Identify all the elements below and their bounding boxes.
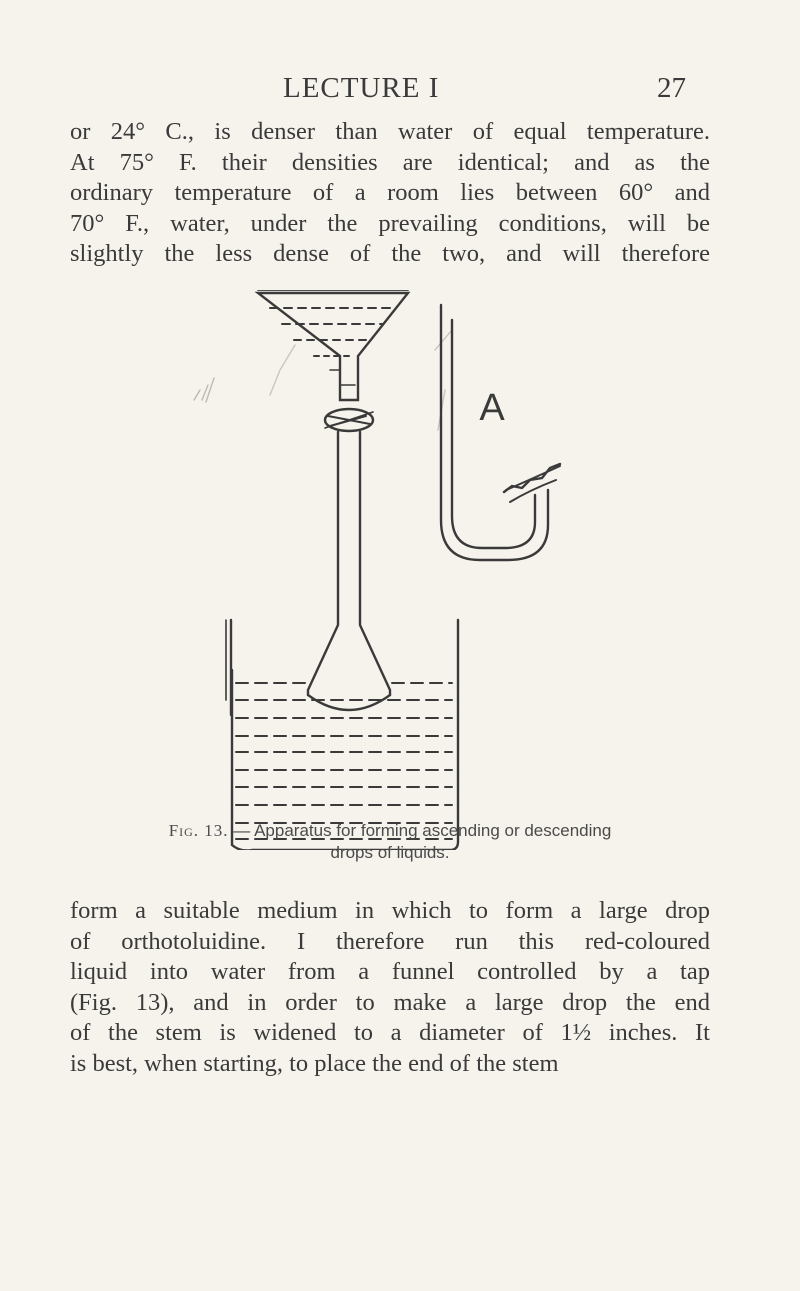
text-line: At 75° F. their densities are identical; and as the (70, 148, 710, 176)
funnel (258, 290, 408, 400)
figure-label: Fig. 13. (168, 821, 229, 840)
text-line: ordinary temperature of a room lies between 60° and (70, 179, 710, 207)
u-tube (441, 305, 560, 560)
text-line: form a suitable medium in which to form a large drop (70, 897, 710, 924)
text-line: 70° F., water, under the prevailing conditions, will be (70, 209, 710, 237)
tap (325, 409, 373, 438)
funnel-stem (308, 438, 390, 710)
caption-line-1: — Apparatus for forming ascending or descending (233, 821, 612, 840)
text-line: of orthotoluidine. I therefore run this red-coloured (70, 927, 710, 955)
label-a: A (479, 387, 505, 429)
text-line: is best, when starting, to place the end of the stem (70, 1049, 559, 1077)
page-header (0, 72, 800, 112)
text-line: or 24° C., is denser than water of equal temperature. (70, 118, 710, 145)
text-line: of the stem is widened to a diameter of 1½ inches. It (70, 1019, 710, 1047)
water-vessel (226, 620, 458, 850)
text-line: liquid into water from a funnel controlled by a tap (70, 958, 710, 986)
apparatus-illustration (190, 290, 580, 850)
running-head: LECTURE I (283, 72, 440, 104)
paragraph-top (70, 117, 710, 270)
text-line: slightly the less dense of the two, and will therefore (70, 240, 710, 268)
caption-line-2: drops of liquids. (330, 843, 450, 862)
figure-caption (70, 820, 710, 864)
text-line: (Fig. 13), and in order to make a large drop the end (70, 988, 710, 1016)
paragraph-bottom (70, 896, 710, 1080)
page-number: 27 (657, 72, 686, 104)
